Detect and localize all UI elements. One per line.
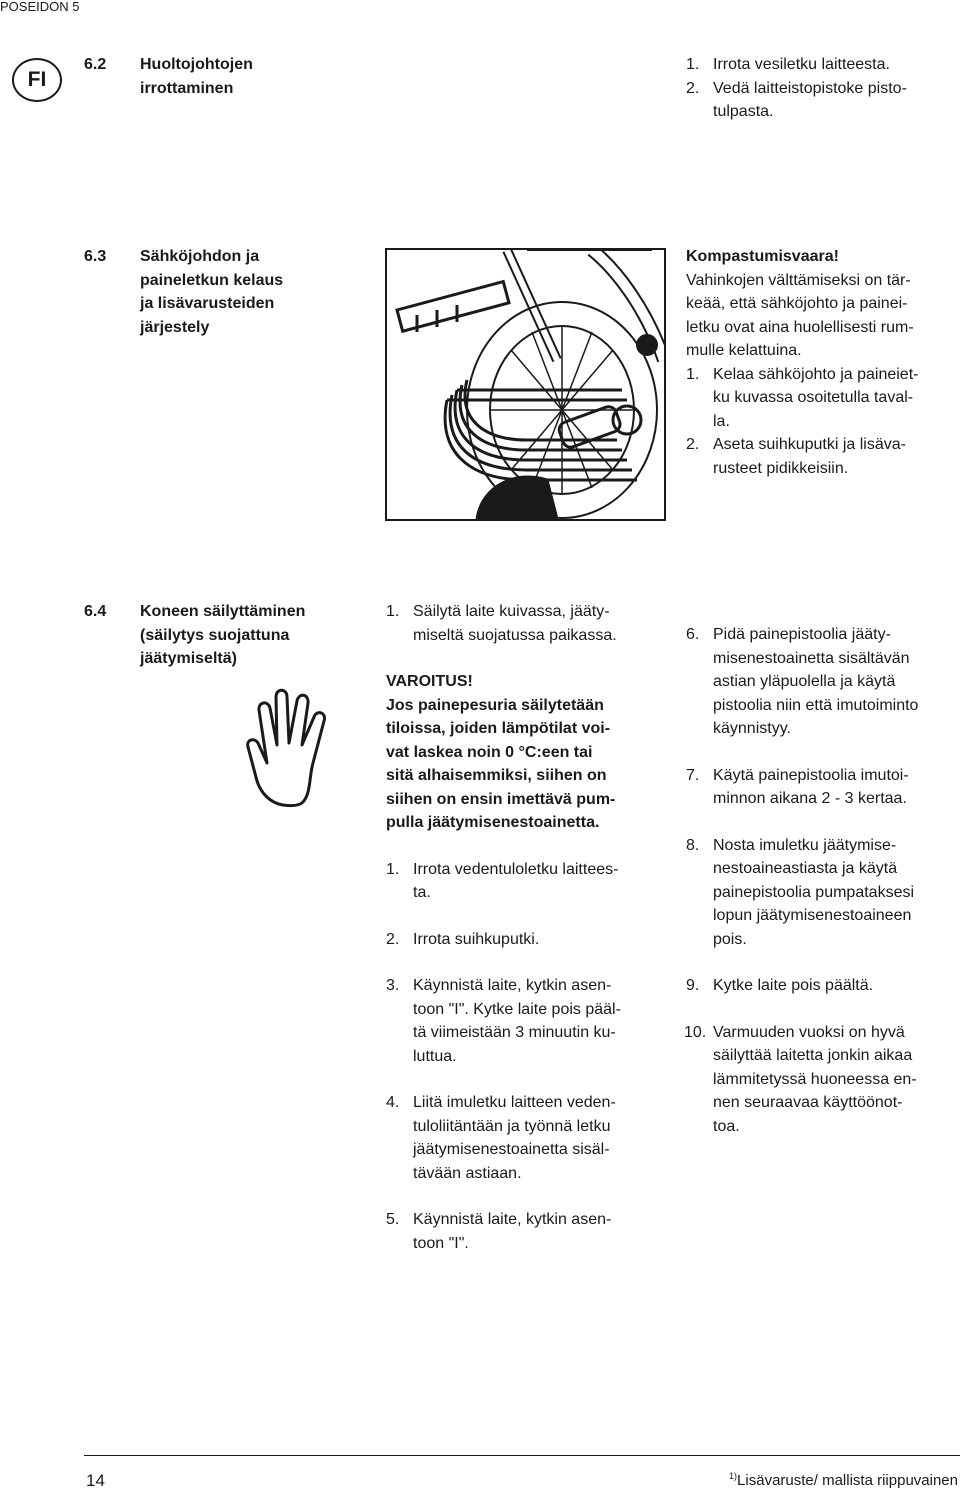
warning-title: VAROITUS!: [386, 673, 473, 690]
warning-line: mulle kelattuina.: [686, 342, 802, 359]
item-text: Käytä painepistoolia imutoi-: [713, 766, 909, 784]
item-number: 2.: [386, 930, 400, 948]
item-number: 1.: [386, 860, 400, 878]
list-item: [386, 600, 658, 647]
item-text: käynnistyy.: [713, 720, 791, 737]
item-number: 1.: [386, 603, 400, 620]
item-text: Käynnistä laite, kytkin asen-: [413, 977, 612, 994]
document-header-model: POSEIDON 5: [0, 0, 80, 14]
warning-line: keää, että sähköjohto ja painei-: [686, 295, 908, 312]
title-line: paineletkun kelaus: [140, 271, 284, 289]
item-text: lämmitetyssä huoneessa en-: [713, 1070, 917, 1088]
item-text: miseltä suojatussa paikassa.: [413, 626, 617, 644]
page-number: 14: [86, 1471, 105, 1490]
title-line: järjestely: [140, 318, 210, 336]
item-text: minnon aikana 2 - 3 kertaa.: [713, 790, 907, 807]
warning-line: siihen on ensin imettävä pum-: [386, 790, 616, 808]
item-number: 9.: [686, 977, 700, 994]
list-item: [686, 1021, 960, 1139]
item-text: pois.: [713, 930, 747, 948]
item-text: Nosta imuletku jäätymise-: [713, 836, 897, 854]
item-text: nen seuraavaa käyttöönot-: [713, 1094, 903, 1111]
item-number: 4.: [386, 1094, 400, 1111]
warning-line: Vahinkojen välttämiseksi on tär-: [686, 271, 911, 289]
item-text: jäätymisenestoainetta sisäl-: [413, 1141, 610, 1158]
item-text: la.: [713, 412, 730, 430]
section-6-3-text: [686, 245, 960, 480]
item-text: ku kuvassa osoitetulla taval-: [713, 389, 914, 406]
list-item: [386, 858, 658, 905]
list-item: [686, 363, 960, 434]
item-text: astian yläpuolella ja käytä: [713, 673, 896, 690]
language-badge: FI: [12, 58, 62, 102]
section-6-3-number: 6.3: [84, 248, 107, 265]
title-line: Huoltojohtojen: [140, 56, 253, 73]
item-number: 2.: [686, 79, 700, 97]
item-text: misenestoainetta sisältävän: [713, 649, 910, 667]
section-6-2-number: 6.2: [84, 56, 107, 73]
section-6-4-middle-column: [386, 600, 658, 1255]
stop-hand-icon: [245, 685, 335, 810]
item-number: 2.: [686, 436, 700, 453]
item-text: tävään astiaan.: [413, 1164, 522, 1182]
item-text: toa.: [713, 1117, 740, 1135]
item-text: Kelaa sähköjohto ja paineiet-: [713, 365, 919, 383]
item-text: Varmuuden vuoksi on hyvä: [713, 1023, 905, 1041]
list-item: [686, 974, 960, 998]
item-number: 8.: [686, 836, 700, 854]
list-item: [386, 974, 658, 1068]
item-text: lopun jäätymisenestoaineen: [713, 907, 912, 924]
list-item: [386, 1091, 658, 1185]
item-text: nestoaineastiasta ja käytä: [713, 860, 898, 877]
item-number: 5.: [386, 1211, 400, 1228]
section-6-3-title: [140, 245, 283, 339]
item-number: 1.: [686, 56, 700, 73]
list-item: [686, 77, 960, 124]
item-text: Käynnistä laite, kytkin asen-: [413, 1211, 612, 1228]
footer-divider: [84, 1455, 960, 1456]
footnote-mark: 1): [729, 1471, 738, 1481]
list-item: [686, 53, 960, 77]
section-6-2-steps: [686, 53, 960, 124]
item-number: 6.: [686, 626, 700, 643]
list-item: [386, 1208, 658, 1255]
item-text: toon "I". Kytke laite pois pääl-: [413, 1000, 621, 1018]
warning-line: letku ovat aina huolellisesti rum-: [686, 318, 914, 336]
section-6-4-right-column: [686, 623, 960, 1138]
hand-icon: [245, 685, 335, 810]
title-line: ja lisävarusteiden: [140, 295, 275, 312]
item-number: 1.: [686, 365, 700, 383]
item-text: tä viimeistään 3 minuutin ku-: [413, 1024, 616, 1041]
footnote-text: Lisävaruste/ mallista riippuvainen: [737, 1472, 958, 1489]
item-text: säilyttää laitetta jonkin aikaa: [713, 1047, 913, 1064]
item-text: tuloliitäntään ja työnnä letku: [413, 1117, 611, 1135]
warning-line: pulla jäätymisenestoainetta.: [386, 814, 600, 831]
item-text: luttua.: [413, 1047, 457, 1065]
item-text: Kytke laite pois päältä.: [713, 977, 874, 994]
list-item: [686, 834, 960, 952]
list-item: [686, 623, 960, 741]
title-line: irrottaminen: [140, 79, 234, 97]
item-number: 3.: [386, 977, 400, 994]
item-text: Irrota vedentuloletku laittees-: [413, 860, 619, 878]
section-6-4-title: [140, 600, 305, 671]
section-6-4-number: 6.4: [84, 603, 107, 620]
title-line: (säilytys suojattuna: [140, 626, 290, 644]
section-6-2-title: [140, 53, 253, 100]
item-text: Vedä laitteistopistoke pisto-: [713, 79, 907, 97]
trip-hazard-title: Kompastumisvaara!: [686, 248, 839, 265]
item-number: 10.: [684, 1023, 707, 1041]
list-item: [686, 764, 960, 811]
list-item: [686, 433, 960, 480]
item-number: 7.: [686, 766, 700, 784]
item-text: tulpasta.: [713, 103, 774, 120]
title-line: jäätymiseltä): [140, 650, 237, 667]
item-text: toon "I".: [413, 1234, 469, 1252]
item-text: Liitä imuletku laitteen veden-: [413, 1094, 616, 1111]
item-text: pistoolia niin että imutoiminto: [713, 696, 919, 714]
warning-line: vat laskea noin 0 °C:een tai: [386, 743, 593, 761]
warning-line: sitä alhaisemmiksi, siihen on: [386, 767, 607, 784]
title-line: Koneen säilyttäminen: [140, 603, 306, 620]
hose-reel-drawing: [387, 250, 664, 519]
item-text: Aseta suihkuputki ja lisäva-: [713, 436, 906, 453]
hose-reel-illustration: [385, 248, 666, 521]
warning-line: tiloissa, joiden lämpötilat voi-: [386, 720, 611, 737]
footnote: [729, 1471, 958, 1489]
list-item: [386, 928, 658, 952]
item-text: painepistoolia pumpataksesi: [713, 883, 915, 901]
item-text: Säilytä laite kuivassa, jääty-: [413, 603, 610, 620]
item-text: rusteet pidikkeisiin.: [713, 459, 849, 477]
item-text: ta.: [413, 884, 431, 901]
warning-line: Jos painepesuria säilytetään: [386, 696, 604, 714]
title-line: Sähköjohdon ja: [140, 248, 260, 265]
item-text: Irrota suihkuputki.: [413, 930, 540, 948]
item-text: Irrota vesiletku laitteesta.: [713, 56, 890, 73]
item-text: Pidä painepistoolia jääty-: [713, 626, 891, 643]
